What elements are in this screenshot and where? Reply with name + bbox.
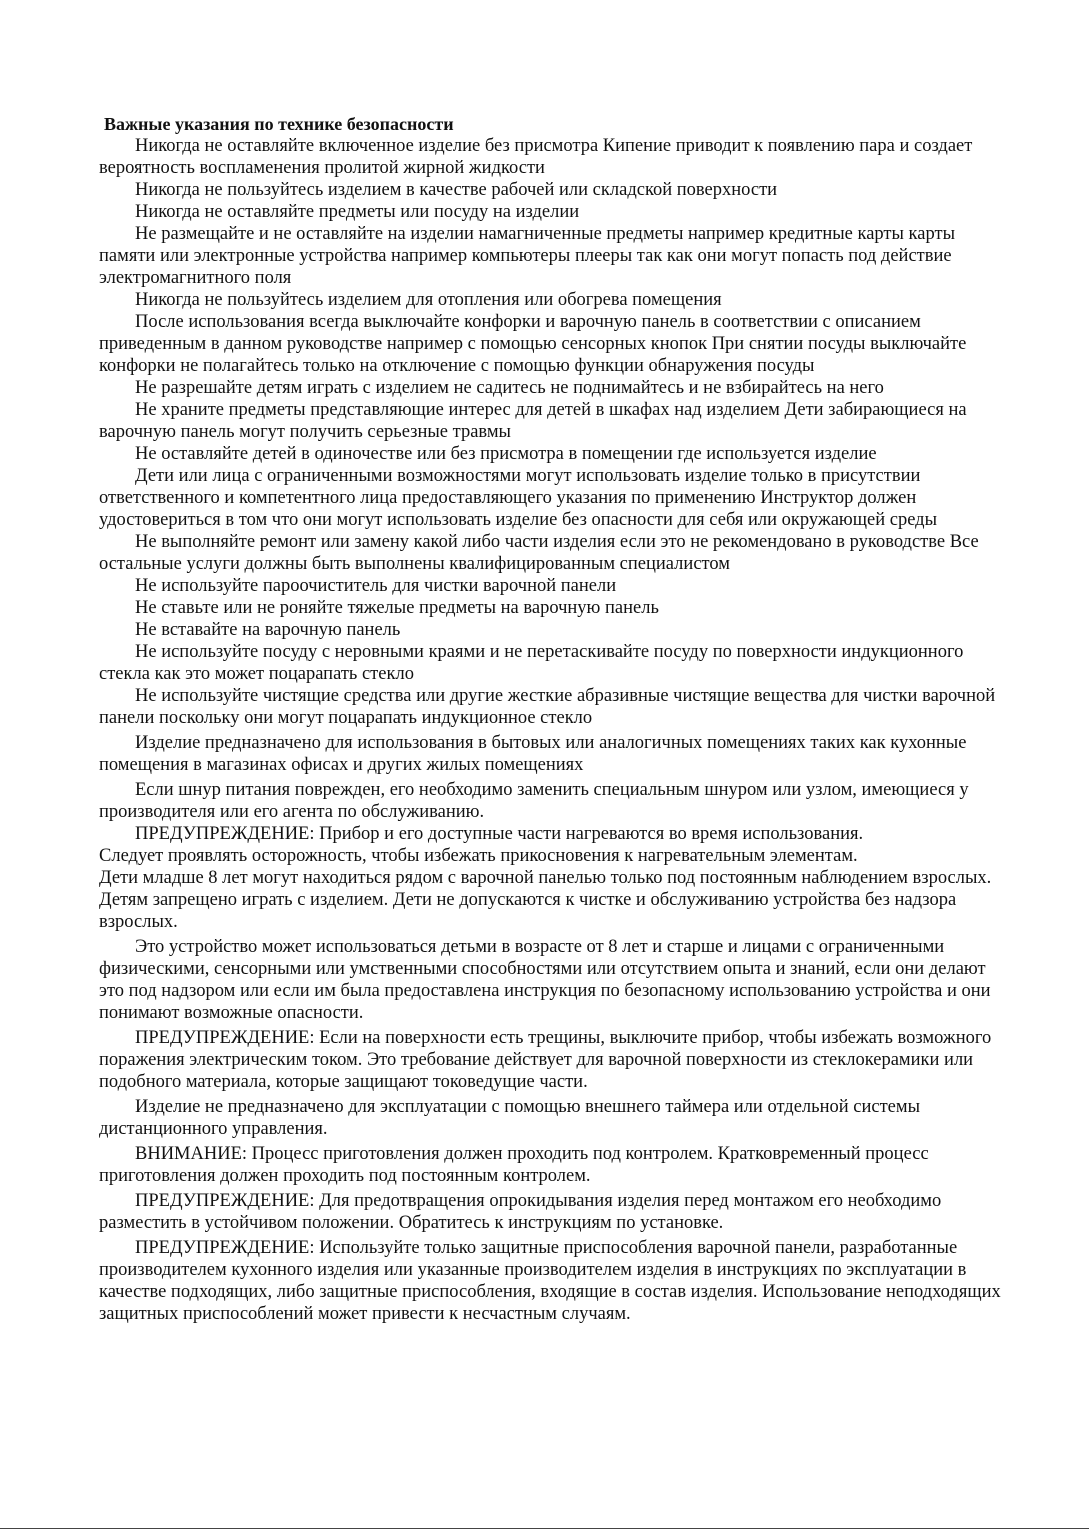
section-heading: Важные указания по технике безопасности xyxy=(104,114,454,134)
paragraph: Никогда не пользуйтесь изделием для отопления или обогрева помещения xyxy=(135,290,722,310)
document-page xyxy=(99,113,1009,1325)
paragraph: Никогда не пользуйтесь изделием в качестве рабочей или складской поверхности xyxy=(135,180,778,200)
paragraph-list xyxy=(99,135,1009,1325)
paragraph: Изделие не предназначено для эксплуатации с помощью внешнего таймера или отдельной системы дистанционного управления. xyxy=(99,1097,921,1139)
paragraph: ПРЕДУПРЕЖДЕНИЕ: Используйте только защитные приспособления варочной панели, разработанные производителем кухонного изделия или указанные производителем изделия в инструкциях по эксплуатации в качестве подходящих, либо защитные приспособления, входящие в состав изделия. Использование неподходящих защитных приспособлений может привести к несчастным случаям. xyxy=(99,1238,1001,1324)
paragraph: Следует проявлять осторожность, чтобы избежать прикосновения к нагревательным элементам. xyxy=(99,846,858,866)
paragraph: Это устройство может использоваться детьми в возрасте от 8 лет и старше и лицами с ограниченными физическими, сенсорными или умственными способностями или отсутствием опыта и знаний, если они делают это под надзором или если им была предоставлена инструкция по безопасному использованию устройства и они понимают возможные опасности. xyxy=(99,937,991,1023)
paragraph: ПРЕДУПРЕЖДЕНИЕ: Если на поверхности есть трещины, выключите прибор, чтобы избежать возможного поражения электрическим током. Это требование действует для варочной поверхности из стеклокерамики или подобного материала, которые защищают токоведущие части. xyxy=(99,1028,992,1092)
paragraph: Дети или лица с ограниченными возможностями могут использовать изделие только в присутствии ответственного и компетентного лица предоставляющего указания по применению Инструктор должен удостовериться в том что они могут использовать изделие без опасности для себя или окружающей среды xyxy=(99,466,938,530)
paragraph: Детям запрещено играть с изделием. Дети не допускаются к чистке и обслуживанию устройства без надзора взрослых. xyxy=(99,890,957,932)
paragraph: ПРЕДУПРЕЖДЕНИЕ: Прибор и его доступные части нагреваются во время использования. xyxy=(135,824,864,844)
paragraph: Изделие предназначено для использования в бытовых или аналогичных помещениях таких как кухонные помещения в магазинах офисах и других жилых помещениях xyxy=(99,733,967,775)
paragraph: Не размещайте и не оставляйте на изделии намагниченные предметы например кредитные карты карты памяти или электронные устройства например компьютеры плееры так как они могут попасть под действие электромагнитного поля xyxy=(99,224,955,288)
paragraph: Не оставляйте детей в одиночестве или без присмотра в помещении где используется изделие xyxy=(135,444,877,464)
paragraph: ВНИМАНИЕ: Процесс приготовления должен проходить под контролем. Кратковременный процесс приготовления должен проходить под постоянным контролем. xyxy=(99,1144,929,1186)
page-bottom-rule xyxy=(0,1528,1089,1529)
paragraph: Не храните предметы представляющие интерес для детей в шкафах над изделием Дети забирающиеся на варочную панель могут получить серьезные травмы xyxy=(99,400,967,442)
paragraph: Дети младше 8 лет могут находиться рядом с варочной панелью только под постоянным наблюдением взрослых. xyxy=(99,868,992,888)
paragraph: ПРЕДУПРЕЖДЕНИЕ: Для предотвращения опрокидывания изделия перед монтажом его необходимо разместить в устойчивом положении. Обратитесь к инструкциям по установке. xyxy=(99,1191,942,1233)
paragraph: После использования всегда выключайте конфорки и варочную панель в соответствии с описанием приведенным в данном руководстве например с помощью сенсорных кнопок При снятии посуды выключайте конфорки не полагайтесь только на отключение с помощью функции обнаружения посуды xyxy=(99,312,967,376)
paragraph: Не разрешайте детям играть с изделием не садитесь не поднимайтесь и не взбирайтесь на него xyxy=(135,378,884,398)
paragraph: Не используйте чистящие средства или другие жесткие абразивные чистящие вещества для чистки варочной панели поскольку они могут поцарапать индукционное стекло xyxy=(99,686,996,728)
paragraph: Не вставайте на варочную панель xyxy=(135,620,401,640)
paragraph: Не ставьте или не роняйте тяжелые предметы на варочную панель xyxy=(135,598,659,618)
paragraph: Не выполняйте ремонт или замену какой либо части изделия если это не рекомендовано в руководстве Все остальные услуги должны быть выполнены квалифицированным специалистом xyxy=(99,532,979,574)
paragraph: Никогда не оставляйте предметы или посуду на изделии xyxy=(135,202,580,222)
paragraph: Никогда не оставляйте включенное изделие без присмотра Кипение приводит к появлению пара и создает вероятность воспламенения пролитой жирной жидкости xyxy=(99,136,973,178)
paragraph: Не используйте посуду с неровными краями и не перетаскивайте посуду по поверхности индукционного стекла как это может поцарапать стекло xyxy=(99,642,964,684)
paragraph: Если шнур питания поврежден, его необходимо заменить специальным шнуром или узлом, имеющиеся у производителя или его агента по обслуживанию. xyxy=(99,780,969,822)
paragraph: Не используйте пароочиститель для чистки варочной панели xyxy=(135,576,617,596)
